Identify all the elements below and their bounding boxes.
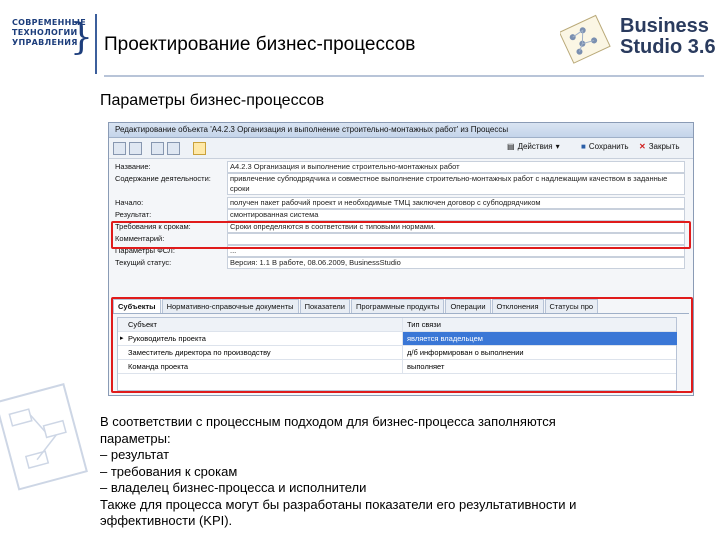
- tab-operations[interactable]: Операции: [445, 299, 490, 313]
- cell-subject[interactable]: Руководитель проекта: [128, 334, 206, 343]
- field-row: [113, 209, 689, 221]
- actions-icon: ▤: [507, 142, 515, 151]
- column-header-link-type[interactable]: Тип связи: [402, 318, 677, 331]
- actions-label: Действия: [517, 142, 553, 151]
- field-label: Текущий статус:: [115, 258, 172, 267]
- close-button[interactable]: [639, 142, 680, 151]
- field-label: Содержание деятельности:: [115, 174, 211, 183]
- content-field[interactable]: привлечение субподрядчика и совместное выполнение строительно-монтажных работ с надлежащим качеством в заданные сроки: [227, 173, 685, 195]
- field-row: [113, 257, 689, 269]
- tab-indicators[interactable]: Показатели: [300, 299, 350, 313]
- print-icon[interactable]: [167, 142, 180, 155]
- field-row: [113, 197, 689, 209]
- company-logo: [12, 17, 93, 70]
- text-line: параметры:: [100, 430, 171, 446]
- field-label: Требования к срокам:: [115, 222, 191, 231]
- text-line: – требования к срокам: [100, 463, 238, 479]
- explanation-text: [100, 414, 700, 530]
- fields-panel: [113, 161, 689, 269]
- product-name: [620, 16, 716, 58]
- logo-line-3: УПРАВЛЕНИЯ: [12, 38, 78, 47]
- column-header-subject[interactable]: Субъект: [128, 320, 157, 329]
- deadline-requirements-field[interactable]: Сроки определяются в соответствии с типовыми нормами.: [227, 221, 685, 233]
- text-line: – владелец бизнес-процесса и исполнители: [100, 480, 367, 495]
- name-field[interactable]: А4.2.3 Организация и выполнение строительно-монтажных работ: [227, 161, 685, 173]
- cell-link-type[interactable]: является владельцем: [402, 332, 677, 345]
- highlight-result-deadlines: [111, 221, 691, 249]
- logo-brace-icon: }: [70, 17, 93, 58]
- text-line: эффективности (KPI).: [100, 513, 233, 528]
- highlight-subjects-tab: [111, 297, 693, 393]
- field-row: [113, 173, 689, 197]
- text-line: Также для процесса могут бы разработаны показатели его результативности и: [100, 496, 577, 512]
- header-divider: [95, 14, 97, 74]
- save-button-label: Сохранить: [588, 142, 629, 151]
- chevron-down-icon: ▾: [555, 142, 560, 151]
- tab-software[interactable]: Программные продукты: [351, 299, 444, 313]
- field-label: Параметры ФСЛ:: [115, 246, 175, 255]
- cell-subject[interactable]: Заместитель директора по производству: [128, 348, 271, 357]
- cell-subject[interactable]: Команда проекта: [128, 362, 189, 371]
- actions-menu[interactable]: [507, 142, 560, 151]
- close-icon: ✕: [639, 142, 646, 151]
- field-row: [113, 161, 689, 173]
- product-name-line2: Studio 3.6: [620, 36, 716, 58]
- row-pointer-icon: ▸: [120, 335, 124, 342]
- field-label: Комментарий:: [115, 234, 165, 243]
- save-button-icon: ■: [581, 142, 586, 151]
- save-button[interactable]: [581, 142, 629, 151]
- cell-link-type[interactable]: д/б информирован о выполнении: [402, 346, 677, 359]
- save-close-icon[interactable]: [129, 142, 142, 155]
- field-label: Название:: [115, 162, 151, 171]
- logo-line-2: ТЕХНОЛОГИИ: [12, 28, 78, 37]
- page-title: Проектирование бизнес-процессов: [104, 34, 416, 55]
- product-name-line1: Business: [620, 15, 709, 37]
- close-button-label: Закрыть: [648, 142, 680, 151]
- window-title: Редактирование объекта 'А4.2.3 Организация и выполнение строительно-монтажных работ' из Процессы: [109, 123, 693, 138]
- table-icon[interactable]: [151, 142, 164, 155]
- cell-link-type[interactable]: выполняет: [402, 360, 677, 373]
- window-toolbar: [109, 138, 693, 159]
- save-icon[interactable]: [113, 142, 126, 155]
- tab-subjects[interactable]: Субъекты: [113, 299, 161, 313]
- object-editor-window: [108, 122, 694, 396]
- start-field[interactable]: получен пакет рабочий проект и необходимые ТМЦ заключен договор с субподрядчиком: [227, 197, 685, 209]
- fsl-params-field[interactable]: ...: [227, 245, 685, 257]
- logo-line-1: СОВРЕМЕННЫЕ: [12, 18, 86, 27]
- field-label: Результат:: [115, 210, 152, 219]
- tab-statuses[interactable]: Статусы про: [545, 299, 599, 313]
- text-line: – результат: [100, 447, 170, 462]
- tab-normative-docs[interactable]: Нормативно-справочные документы: [162, 299, 299, 313]
- document-watermark-icon: [0, 360, 100, 540]
- field-label: Начало:: [115, 198, 144, 207]
- slide-subtitle: Параметры бизнес-процессов: [100, 92, 325, 109]
- tab-deviations[interactable]: Отклонения: [492, 299, 544, 313]
- header-rule: [104, 75, 704, 77]
- status-field[interactable]: Версия: 1.1 В работе, 08.06.2009, BusinessStudio: [227, 257, 685, 269]
- result-field[interactable]: смонтированная система: [227, 209, 685, 221]
- navigate-icon[interactable]: [193, 142, 206, 155]
- text-line: В соответствии с процессным подходом для бизнес-процесса заполняются: [100, 414, 556, 429]
